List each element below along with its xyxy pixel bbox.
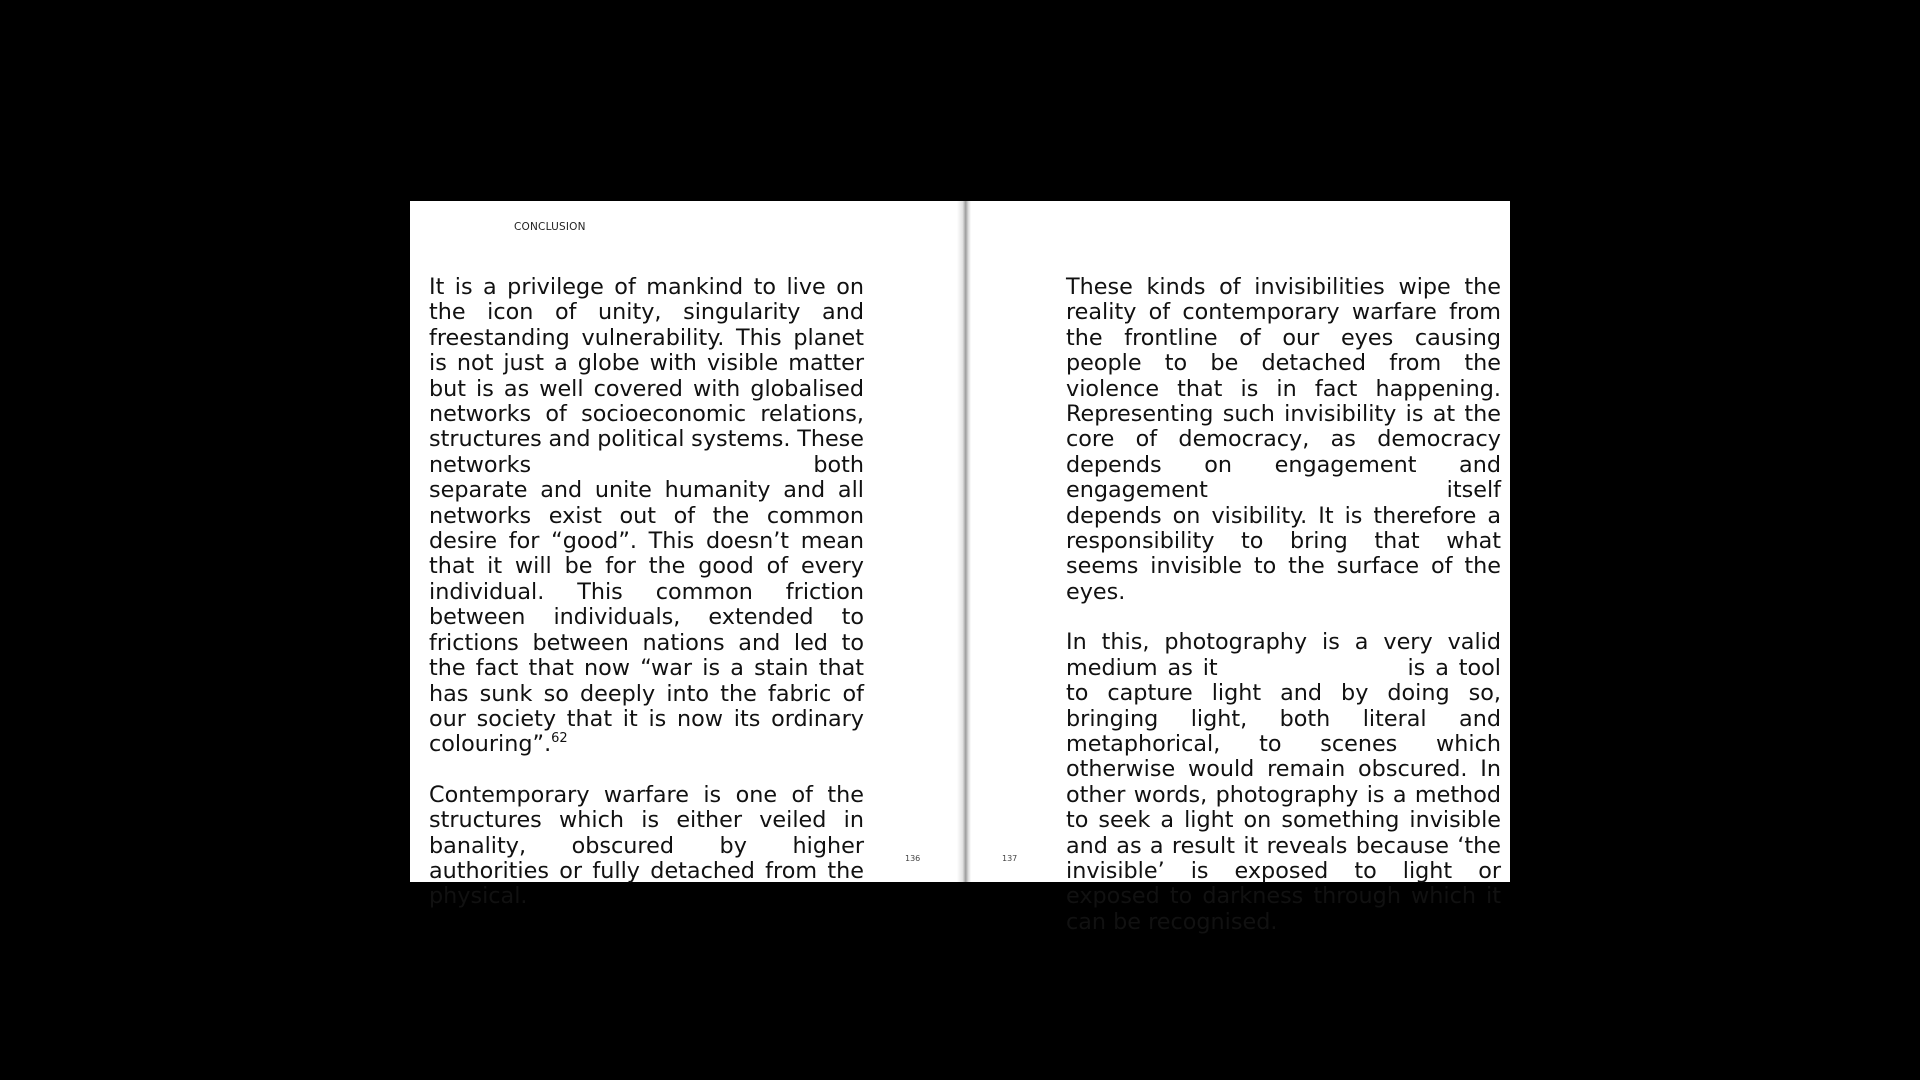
running-head: CONCLUSION [514, 221, 586, 233]
left-page-text [429, 275, 864, 935]
book-spread [410, 201, 1510, 935]
text-gap [1252, 496, 1402, 497]
right-page-text [1066, 275, 1501, 960]
left-paragraph-1 [429, 275, 864, 758]
text-gap [582, 471, 762, 472]
footnote-marker: 62 [551, 731, 568, 747]
left-paragraph-2: Contemporary warfare is one of the structures which is either veiled in banality, obscured by higher authorities or fully detached from the physical. [429, 781, 864, 910]
right-paragraph-2 [1066, 630, 1501, 935]
right-paragraph-2-text-a: In this, photography is a very valid medium as it [1066, 629, 1501, 681]
right-paragraph-1 [1066, 275, 1501, 605]
left-paragraph-1-text-b: both separate and unite humanity and all networks exist out of the common desire for “good”. This doesn’t mean that it will be for the good of every individual. This common friction between individuals, extended to frictions between nations and led to the fact that now “war is a stain that has sunk so deeply into the fabric of our society that it is now its ordinary colouring”. [429, 451, 864, 758]
text-gap [1228, 674, 1398, 675]
right-paragraph-2-text-b: is a tool to capture light and by doing so, bringing light, both literal and metaphorical, to scenes which otherwise would remain obscured. In other words, photography is a method to seek a light on something invisible and as a result it reveals because ‘the invisible’ is exposed to light or exposed to darkness through which it can be recognised. [1066, 654, 1501, 935]
right-paragraph-1-text-a: These kinds of invisibilities wipe the reality of contemporary warfare from the frontline of our eyes causing people to be detached from the violence that is in fact happening. Representing such invisibility is at the core of democracy, as democracy depends on engagement and engagement [1066, 274, 1501, 504]
left-paragraph-1-text-a: It is a privilege of mankind to live on the icon of unity, singularity and freestanding vulnerability. This planet is not just a globe with visible matter but is as well covered with globalised networks of socioeconomic relations, structures and political systems. These networks [429, 274, 864, 478]
right-paragraph-1-text-b: itself depends on visibility. It is therefore a responsibility to bring that what seems invisible to the surface of the eyes. [1066, 477, 1501, 605]
book-gutter [957, 201, 971, 882]
page-number-right: 137 [1002, 854, 1018, 863]
page-number-left: 136 [905, 854, 921, 863]
